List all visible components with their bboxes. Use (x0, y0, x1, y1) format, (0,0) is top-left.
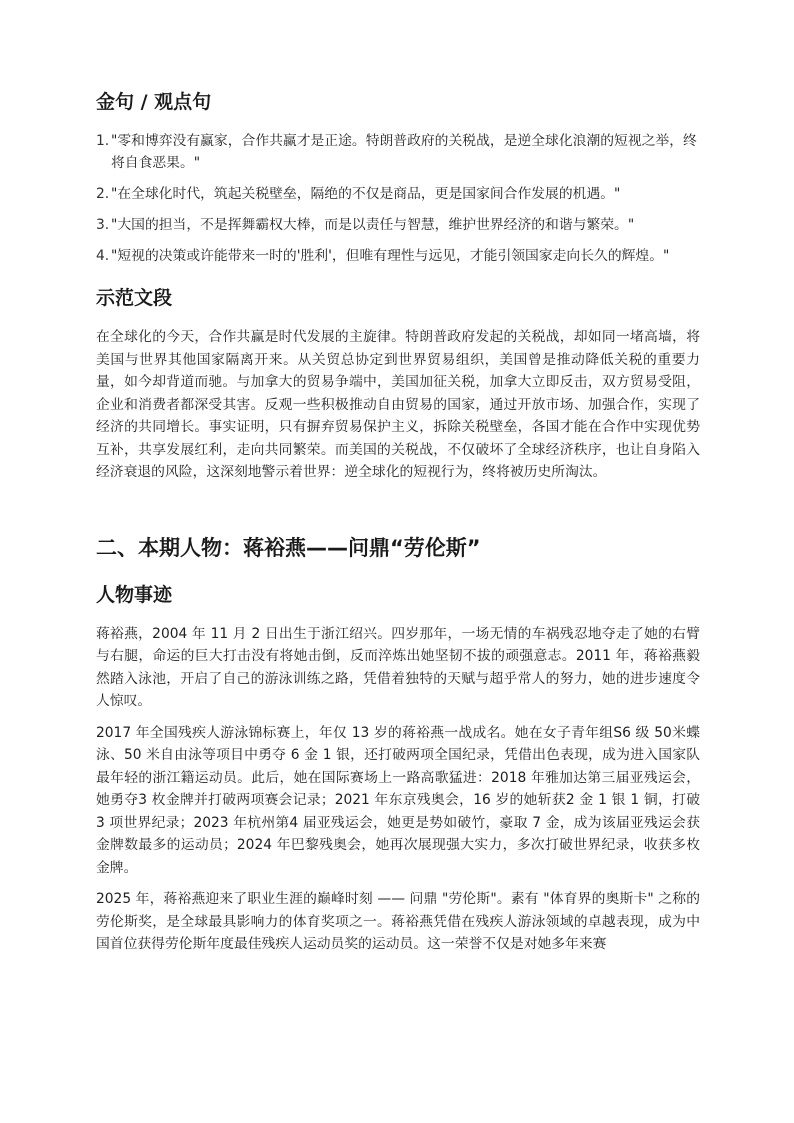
list-number: 1. (96, 133, 110, 149)
list-item (96, 130, 700, 174)
quote-text: "零和博弈没有赢家，合作共赢才是正途。特朗普政府的关税战，是逆全球化浪潮的短视之举，终将自食恶果。" (111, 133, 697, 171)
list-number: 4. (96, 248, 110, 264)
person-paragraph-2: 2017 年全国残疾人游泳锦标赛上，年仅 13 岁的蒋裕燕一战成名。她在女子青年组S6 级 50米蝶泳、50 米自由泳等项目中勇夺 6 金 1 银，还打破两项全国纪录，凭借出色表现，成为进入国家队最年轻的浙江籍运动员。此后，她在国际赛场上一路高歌猛进：2018 年雅加达第三届亚残运会，她勇夺3 枚金牌并打破两项赛会记录；2021 年东京残奥会，16 岁的她斩获2 金 1 银 1 铜，打破 3 项世界纪录；2023 年杭州第4 届亚残运会，她更是势如破竹，豪取 7 金，成为该届亚残运会获金牌数最多的运动员；2024 年巴黎残奥会，她再次展现强大实力，多次打破世界纪录，收获多枚金牌。 (96, 724, 700, 876)
person-subtitle: 人物事迹 (96, 583, 173, 606)
person-paragraph-3: 2025 年，蒋裕燕迎来了职业生涯的巅峰时刻 —— 问鼎 "劳伦斯"。素有 "体育界的奥斯卡" 之称的劳伦斯奖，是全球最具影响力的体育奖项之一。蒋裕燕凭借在残疾人游泳领域的卓越表现，成为中国首位获得劳伦斯年度最佳残疾人运动员奖的运动员。这一荣誉不仅是对她多年来赛 (96, 891, 700, 952)
list-item (96, 214, 700, 236)
person-section-heading: 二、本期人物：蒋裕燕——问鼎“劳伦斯” (96, 535, 481, 560)
person-paragraph-1: 蒋裕燕，2004 年 11 月 2 日出生于浙江绍兴。四岁那年，一场无情的车祸残忍地夺走了她的右臂与右腿，命运的巨大打击没有将她击倒，反而淬炼出她坚韧不拔的顽强意志。2011 年，蒋裕燕毅然踏入泳池，开启了自己的游泳训练之路，凭借着独特的天赋与超乎常人的努力，她的进步速度令人惊叹。 (96, 625, 700, 709)
quote-text: "在全球化时代，筑起关税壁垒，隔绝的不仅是商品，更是国家间合作发展的机遇。" (111, 186, 621, 202)
list-item (96, 183, 700, 205)
document-page (96, 88, 700, 965)
quote-text: "大国的担当，不是挥舞霸权大棒，而是以责任与智慧，维护世界经济的和谐与繁荣。" (111, 217, 635, 233)
quotes-section-title: 金句 / 观点句 (96, 91, 212, 113)
list-number: 3. (96, 217, 110, 233)
quote-text: "短视的决策或许能带来一时的'胜利'，但唯有理性与远见，才能引领国家走向长久的辉煌。" (111, 248, 670, 264)
sample-paragraph: 在全球化的今天，合作共赢是时代发展的主旋律。特朗普政府发起的关税战，却如同一堵高墙，将美国与世界其他国家隔离开来。从关贸总协定到世界贸易组织，美国曾是推动降低关税的重要力量，如今却背道而驰。与加拿大的贸易争端中，美国加征关税，加拿大立即反击，双方贸易受阻，企业和消费者都深受其害。反观一些积极推动自由贸易的国家，通过开放市场、加强合作，实现了经济的共同增长。事实证明，只有摒弃贸易保护主义，拆除关税壁垒，各国才能在合作中实现优势互补，共享发展红利，走向共同繁荣。而美国的关税战，不仅破坏了全球经济秩序，也让自身陷入经济衰退的风险，这深刻地警示着世界：逆全球化的短视行为，终将被历史所淘汰。 (96, 329, 700, 480)
list-item (96, 245, 700, 267)
sample-section-title: 示范文段 (96, 287, 173, 309)
quotes-list (96, 130, 700, 267)
list-number: 2. (96, 186, 110, 202)
